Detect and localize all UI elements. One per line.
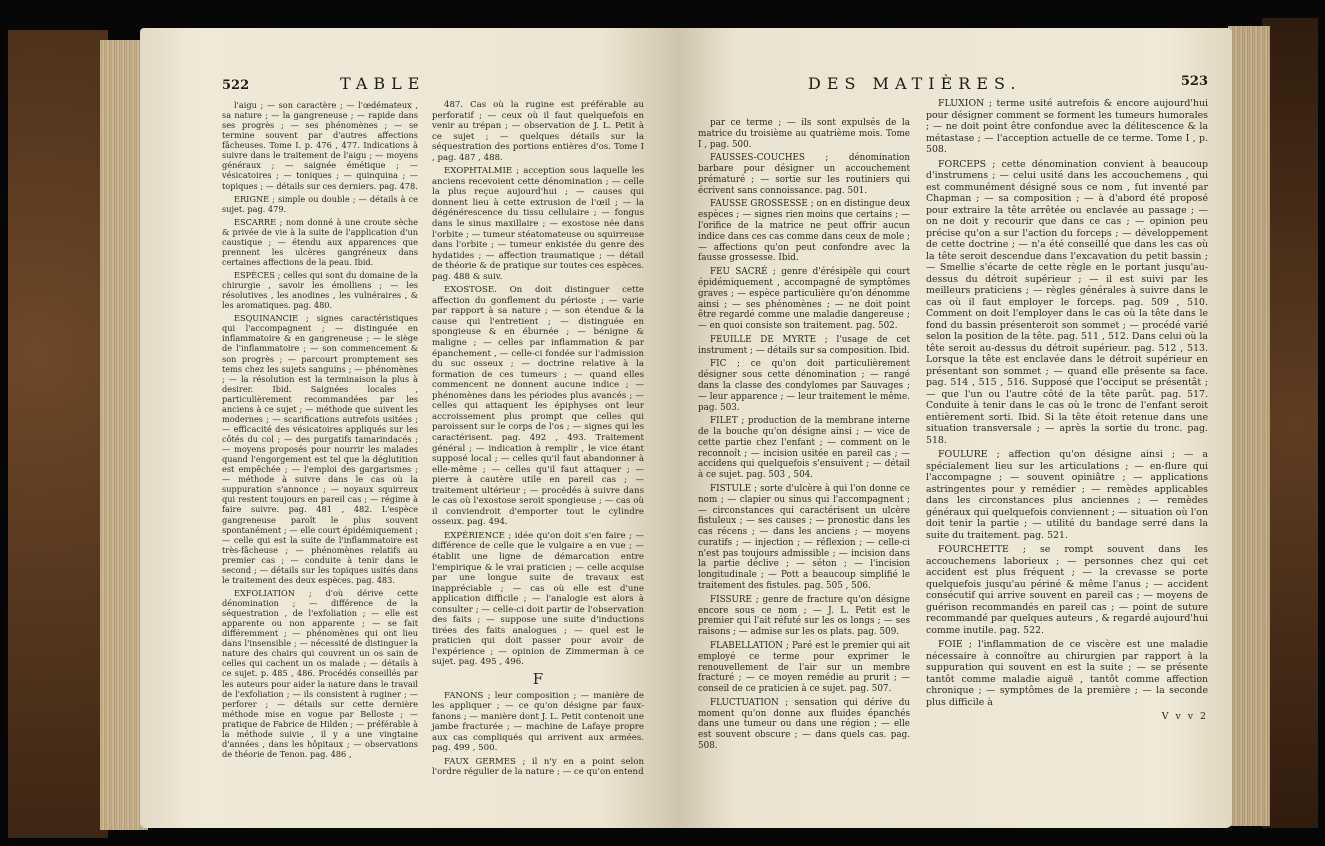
index-entry: FAUSSE GROSSESSE ; on en distingue deux espèces ; — signes rien moins que certains ; — l'orifice de la matrice ne peut offrir aucun indice dans ces cas comme dans ceux de mole ; — affections qu'on peut confondre avec la fausse grossesse. Ibid. [698,199,910,264]
index-entry: ESCARRE ; nom donné à une croute sèche & privée de vie à la suite de l'application d'un caustique ; — étendu aux apparences que prennent les ulcères gangréneux dans certaines affections de la peau. Ibid. [222,216,418,267]
right-running-head: DES MATIÈRES. [808,74,1022,93]
index-entry: EXOPHTALMIE ; acception sous laquelle les anciens recevoient cette dénomination ; — celle la plus reçue aujourd'hui ; — causes qui donnent lieu à cette extrusion de l'œil ; — la dégénérescence du tissu cellulaire ; — fongus dans le sinus maxillaire ; — exostose née dans l'orbite ; — tumeur stéatomateuse ou squirreuse dans l'orbite ; — tumeur enkistée du genre des hydatides ; — affection traumatique ; — détail de théorie & de pratique sur toutes ces espèces. pag. 488 & suiv. [432,166,644,282]
index-entry: FEU SACRÉ ; genre d'érésipèle qui court épidémiquement , accompagné de symptômes graves ; — espèce particulière qu'on dénomme ainsi ; — ses phénomènes ; — ne doit point être regardé comme une maladie dangereuse ; — en quoi consiste son traitement. pag. 502. [698,267,910,332]
left-running-head: TABLE [340,74,426,93]
index-entry: FILET ; production de la membrane interne de la bouche qu'on désigne ainsi ; — vice de cette partie chez l'enfant ; — comment on le reconnoît ; — incision usitée en pareil cas ; — accidens qui quelquefois s'ensuivent ; — détail à ce sujet. pag. 503 , 504. [698,416,910,481]
index-entry: ESQUINANCIE ; signes caractéristiques qui l'accompagnent ; — distinguée en inflammatoire & en gangreneuse ; — le siège de l'inflammatoire ; — son commencement & son progrès ; — parcourt promptement ses tems chez les sujets sanguins ; — phénomènes ; — la résolution est la terminaison la plus à desirer. Ibid. Saignées locales , particulièrement recommandées par les anciens à ce sujet ; — méthode que suivent les modernes ; — scarifications autrefois usitées ; — efficacité des vésicatoires appliqués sur les côtés du col ; — des purgatifs tamarindacés ; — moyens proposés pour nourrir les malades quand l'engorgement est tel que la déglutition est empêchée ; — l'emploi des gargarismes ; — méthode à suivre dans le cas où la suppuration s'annonce ; — noyaux squirreux qui restent toujours en pareil cas ; — régime à faire suivre. pag. 481 , 482. L'espèce gangreneuse paroît le plus souvent spontanément ; — elle court épidémiquement ; — celle qui est la suite de l'inflammatoire est très-fâcheuse ; — phénomènes relatifs au premier cas ; — conduite à tenir dans le second ; — détails sur les topiques usités dans le traitement des deux espèces. pag. 483. [222,313,418,585]
index-entry: FOURCHETTE ; se rompt souvent dans les accouchemens laborieux ; — personnes chez qui cet accident est plus fréquent ; — la crevasse se porte quelquefois jusqu'au périné & même l'anus ; — accident consécutif qui arrive souvent en pareil cas ; — moyens de guérison recommandés en pareil cas ; — point de suture recommandé par quelques auteurs , & regardé aujourd'hui comme inutile. pag. 522. [926,544,1208,636]
index-entry: FLABELLATION ; Paré est le premier qui ait employé ce terme pour exprimer le renouvellement de l'air sur un membre fracturé ; — ce moyen remédie au prurit ; — conseil de ce praticien à ce sujet. pag. 507. [698,640,910,695]
index-entry: l'aigu ; — son caractère ; — l'œdémateux , sa nature ; — la gangreneuse ; — rapide dans ses progrès ; — ses phénomènes ; — se termine souvent par d'autres affections fâcheuses. Tome I. p. 476 , 477. Indications à suivre dans le traitement de l'aigu ; — moyens généraux ; — saignée émétique ; — vésicatoires ; — toniques ; — quinquina ; — topiques ; — détails sur ces derniers. pag. 478. [222,100,418,191]
signature-mark: V v v 2 [1161,711,1208,722]
index-entry: FOIE ; l'inflammation de ce viscère est une maladie nécessaire à connoître au chirurgien par rapport à la suppuration qui souvent en est la suite ; — se présente tantôt comme maladie aiguë , tantôt comme affection chronique ; — symptômes de la première ; — la seconde plus difficile à [926,639,1208,708]
index-entry: FLUCTUATION ; sensation qui dérive du moment qu'on donne aux fluides épanchés dans une tumeur ou dans une région ; — elle est souvent obscure ; — dans quels cas. pag. 508. [698,697,910,751]
index-entry: EXOSTOSE. On doit distinguer cette affection du gonflement du périoste ; — varie par rapport à sa nature ; — son étendue & la cause qui l'entretient ; — distinguée en spongieuse & en éburnée ; — bénigne & maligne ; — celles par inflammation & par épanchement , — celle-ci fondée sur l'admission du suc osseux ; — doctrine relative à la formation de ces tumeurs ; — quand elles commencent ne donnent aucune indice ; — phénomènes dans les périodes plus avancés ; — celles qui attaquent les épiphyses ont leur accroissement plus prompt que celles qui paroissent sur le corps de l'os ; — signes qui les caractérisent. pag. 492 , 493. Traitement général ; — indication à remplir , le vice étant supposé local ; — celles qu'il faut abandonner à elle-même ; — celles qu'il faut attaquer ; — pierre à cautère utile en pareil cas ; — traitement ultérieur ; — procédés à suivre dans le cas où l'exostose seroit spongieuse ; — cas où il conviendroit d'emporter tout le cylindre osseux. pag. 494. [432,285,644,528]
index-entry: ERIGNE ; simple ou double ; — détails à ce sujet. pag. 479. [222,193,418,214]
index-entry: FOULURE ; affection qu'on désigne ainsi ; — a spécialement lieu sur les articulations ; — en-flure qui l'accompagne ; — souvent opiniâtre ; — applications astringentes pour y remédier ; — remèdes applicables dans les circonstances plus anciennes ; — remèdes généraux qui quelquefois conviennent ; — situation où l'on doit tenir la partie ; — utilité du bandage serré dans la suite du traitement. pag. 521. [926,449,1208,541]
left-cover-binding [8,30,108,838]
index-entry: FAUSSES-COUCHES ; dénomination barbare pour désigner un accouchement prématuré ; — sortie sur les routiniers qui écrivent sans connoissance. pag. 501. [698,153,910,196]
index-entry: FISSURE ; genre de fracture qu'on désigne encore sous ce nom ; — J. L. Petit est le premier qui l'ait réfuté sur les os longs ; — ses raisons ; — admise sur les os plats. pag. 509. [698,594,910,638]
index-entry: EXFOLIATION ; d'où dérive cette dénomination ; — différence de la séquestration , de l'exfoliation ; — elle est apparente ou non apparente ; — se fait différemment ; — phénomènes qui ont lieu dans l'insensible ; — nécessité de distinguer la nature des chairs qui couvrent un os sain de celles qui cachent un os malade ; — détails à ce sujet. p. 485 , 486. Procédés conseillés par les auteurs pour aider la nature dans le travail de l'exfoliation ; — ils consistent à ruginer ; — perforer ; — détails sur cette dernière méthode mise en vogue par Belloste ; — pratique de Fabrice de Hilden ; — préférable à la méthode suivie , il y a une vingtaine d'années , dans les hôpitaux ; — observations de théorie de Tenon. pag. 486 , [222,587,418,759]
index-entry: par ce terme ; — ils sont expulsés de la matrice du troisième au quatrième mois. Tome I , pag. 500. [698,118,910,150]
section-letter: F [532,669,544,688]
index-entry: ESPÈCES ; celles qui sont du domaine de la chirurgie , savoir les émolliens ; — les résolutives , les anodines , les vulnéraires , & les aromatiques. pag. 480. [222,270,418,311]
index-entry: EXPÉRIENCE ; idée qu'on doit s'en faire ; — différence de celle que le vulgaire a en vue ; — établit une ligne de démarcation entre l'empirique & le vrai praticien ; — celle acquise par une longue suite de travaux est inappréciable ; — cas où elle est d'une application difficile ; — l'analogie est alors à consulter ; — celle-ci doit partir de l'observation des faits ; — suppose une suite d'inductions tirées des faits analogues ; — quel est le praticien qui doit passer pour avoir de l'expérience ; — opinion de Zimmerman à ce sujet. pag. 495 , 496. [432,530,644,668]
left-page-number: 522 [222,78,250,93]
right-column-1 [698,118,910,755]
index-entry: FIC ; ce qu'on doit particulièrement désigner sous cette dénomination ; — rangé dans la classe des condylomes par Sauvages ; — leur apparence ; — leur traitement le même. pag. 503. [698,359,910,413]
index-entry: FANONS ; leur composition ; — manière de les appliquer ; — ce qu'on désigne par faux-fanons ; — manière dont J. L. Petit contenoit une jambe fracturée ; — machine de Lafaye propre aux cas compliqués qui arrivent aux armées. pag. 499 , 500. [432,690,644,754]
index-entry: FEUILLE DE MYRTE ; l'usage de cet instrument ; — détails sur sa composition. Ibid. [698,334,910,356]
left-page [140,28,680,828]
index-entry: 487. Cas où la rugine est préférable au perforatif ; — ceux où il faut quelquefois en venir au trépan ; — observation de J. L. Petit à ce sujet ; — quelques détails sur la séquestration des portions entières d'os. Tome I , pag. 487 , 488. [432,100,644,163]
right-cover-binding [1262,18,1318,828]
right-header [808,74,1208,96]
right-column-2 [926,98,1208,726]
index-entry: FAUX GERMES ; il n'y en a point selon l'ordre régulier de la nature ; — ce qu'on entend [432,756,644,778]
left-column-2 [432,100,644,781]
left-header [222,74,622,96]
index-entry: FISTULE ; sorte d'ulcère à qui l'on donne ce nom ; — clapier ou sinus qui l'accompagnent ; — circonstances qui caractérisent un ulcère fistuleux ; — ses causes ; — pronostic dans les cas récens ; — dans les anciens ; — moyens curatifs ; — injection ; — réflexion ; — celle-ci n'est pas toujours admissible ; — incision dans la partie déclive ; — séton ; — l'incision longitudinale ; — Pott a beaucoup simplifié le traitement des fistules. pag. 505 , 506. [698,484,910,592]
left-column-1 [222,100,418,762]
right-page-edges [1228,26,1270,826]
index-entry: FLUXION ; terme usité autrefois & encore aujourd'hui pour désigner comment se forment les tumeurs humorales ; — ne doit point être confondue avec la délitescence & la métastase ; — l'acception actuelle de ce terme. Tome I , p. 508. [926,98,1208,155]
index-entry: FORCEPS ; cette dénomination convient à beaucoup d'instrumens ; — celui usité dans les accouchemens , qui est communément désigné sous ce nom , fut inventé par Chapman ; — sa composition ; — à d'abord été proposé pour extraire la tête arrêtée ou enclavée au passage ; — on ne doit y recourir que dans ce cas ; — opinion peu précise qu'on a sur l'action du forceps ; — développement de cette doctrine ; — n'a été conseillé que dans les cas où la tête seroit descendue dans l'excavation du petit bassin ; — Smellie s'écarte de cette règle en le portant jusqu'au-dessus du détroit supérieur ; — il est suivi par les meilleurs praticiens ; — règles générales à suivre dans le cas où il faut employer le forceps. pag. 509 , 510. Comment on doit l'employer dans le cas où la tête dans le fond du bassin présenteroit son sommet ; — procédé varié selon la position de la tête. pag. 511 , 512. Dans celui où la tête seroit au-dessus du détroit supérieur. pag. 512 , 513. Lorsque la tête est enclavée dans le détroit supérieur en présentant son sommet ; — quand elle présente sa face. pag. 514 , 515 , 516. Supposé que l'occiput se présentât ; — que l'un ou l'autre côté de la tête parût. pag. 517. Conduite à tenir dans le cas où le tronc de l'enfant seroit entièrement sorti. Ibid. Si la tête étoit retenue dans une situation transversale ; — après la sortie du tronc. pag. 518. [926,158,1208,446]
right-page-number: 523 [1180,74,1208,89]
right-page [680,28,1232,828]
